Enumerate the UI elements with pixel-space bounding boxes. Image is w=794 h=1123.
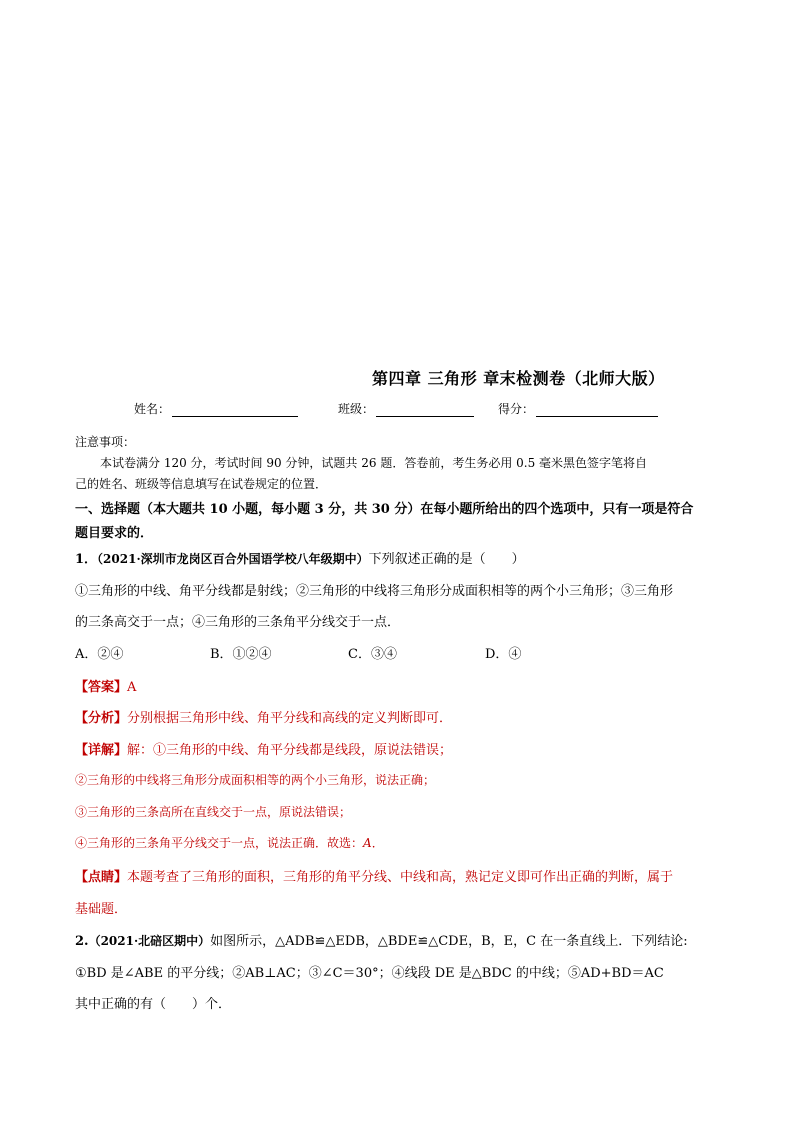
score-blank[interactable]	[536, 404, 658, 417]
question-1-line-2: ①三角形的中线、角平分线都是射线；②三角形的中线将三角形分成面积相等的两个小三角形；③三角形	[75, 584, 674, 599]
analysis-text: 分别根据三角形中线、角平分线和高线的定义判断即可．	[127, 711, 453, 726]
comment-line-1	[75, 866, 673, 885]
comment-label: 【点睛】	[75, 870, 128, 885]
question-2-line-3: 其中正确的有（ ）个．	[75, 997, 232, 1012]
option-a: A．②④	[75, 647, 124, 662]
answer-label: 【答案】	[75, 680, 128, 695]
comment-text-1: 本题考查了三角形的面积，三角形的角平分线、中线和高，熟记定义即可作出正确的判断，属于	[127, 870, 674, 885]
detail-line-3: ③三角形的三条高所在直线交于一点，原说法错误；	[75, 805, 352, 819]
question-2-line-2: ①BD 是∠ABE 的平分线；②AB⊥AC；③∠C＝30°；④线段 DE 是△BDC 的中线；⑤AD+BD＝AC	[75, 966, 664, 981]
detail-text-1: 解：①三角形的中线、角平分线都是线段，原说法错误；	[127, 743, 453, 758]
detail-text-4: ④三角形的三条角平分线交于一点，说法正确．故选：	[75, 836, 364, 850]
question-1-line-3: 的三条高交于一点；④三角形的三条角平分线交于一点．	[75, 615, 401, 630]
detail-line-4	[75, 834, 384, 851]
comment-line-2: 基础题．	[75, 902, 128, 917]
name-field	[134, 400, 298, 417]
question-1-source: （2021·深圳市龙岗区百合外国语学校八年级期中）	[97, 552, 369, 566]
analysis-label: 【分析】	[75, 711, 128, 726]
name-blank[interactable]	[172, 404, 298, 417]
detail-line-2: ②三角形的中线将三角形分成面积相等的两个小三角形，说法正确；	[75, 773, 436, 787]
question-2-source: （2021·北碚区期中）	[88, 934, 211, 948]
notes-line-2: 己的姓名、班级等信息填写在试卷规定的位置．	[75, 477, 328, 491]
question-1-number: 1．	[75, 552, 98, 567]
option-b: B．①②④	[210, 647, 272, 662]
notes-line-1: 本试卷满分 120 分，考试时间 90 分钟，试题共 26 题．答卷前，考生务必用 0.5 毫米黑色签字笔将自	[100, 456, 648, 470]
question-2-number: 2.	[75, 934, 89, 949]
analysis-line	[75, 707, 452, 726]
question-2-text: 如图所示，△ADB≌△EDB，△BDE≌△CDE，B，E，C 在一条直线上．下列结论:	[210, 934, 688, 949]
detail-line-1	[75, 739, 452, 758]
section-heading-line-2: 题目要求的．	[75, 526, 154, 541]
question-1-text: 下列叙述正确的是（ ）	[368, 552, 525, 567]
score-field	[498, 400, 658, 417]
class-field	[338, 400, 474, 417]
option-d: D．④	[485, 647, 522, 662]
detail-end: ．	[371, 836, 384, 850]
notes-heading: 注意事项：	[75, 435, 136, 449]
detail-answer: A	[363, 836, 372, 850]
question-2-stem	[75, 930, 688, 949]
answer-value: A	[127, 680, 137, 695]
detail-label: 【详解】	[75, 743, 128, 758]
score-label: 得分：	[498, 402, 535, 416]
option-c: C．③④	[348, 647, 397, 662]
page-title: 第四章 三角形 章末检测卷（北师大版）	[372, 369, 665, 388]
name-label: 姓名：	[134, 402, 171, 416]
class-label: 班级：	[338, 402, 375, 416]
section-heading-line-1: 一、选择题（本大题共 10 小题，每小题 3 分，共 30 分）在每小题所给出的四个选项中，只有一项是符合	[75, 502, 694, 517]
answer-line	[75, 676, 136, 695]
class-blank[interactable]	[376, 404, 474, 417]
question-1-stem	[75, 548, 525, 567]
